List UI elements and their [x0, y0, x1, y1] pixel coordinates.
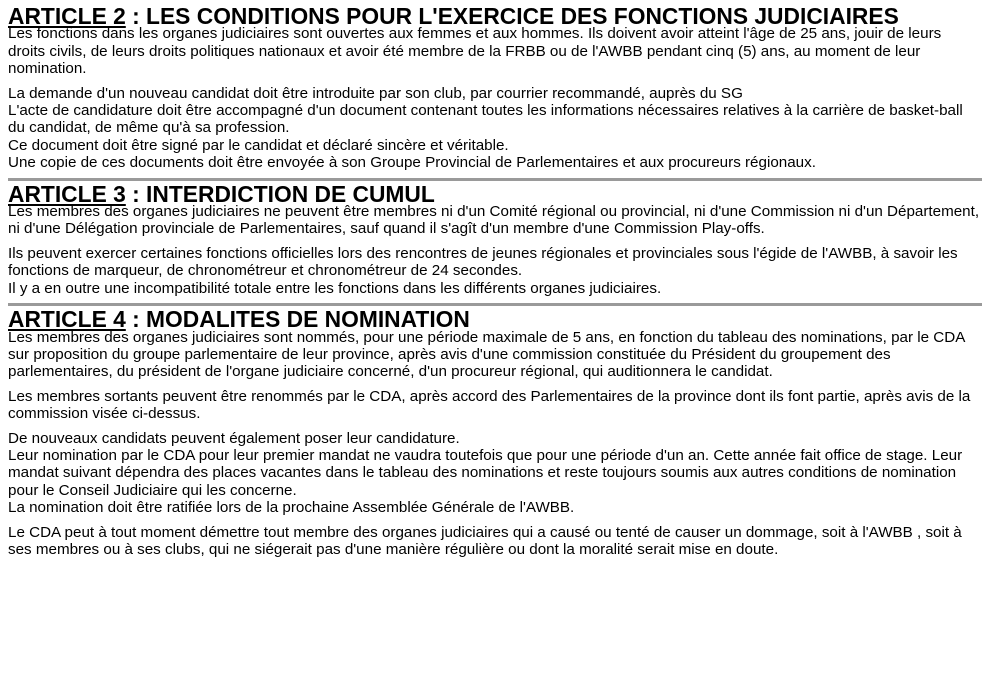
article-number: ARTICLE 3 — [8, 180, 126, 207]
article-heading — [8, 3, 982, 29]
article-heading — [8, 306, 982, 333]
article-number: ARTICLE 4 — [8, 306, 126, 333]
paragraph-block — [8, 245, 982, 297]
article-title: : INTERDICTION DE CUMUL — [125, 180, 435, 207]
article-heading — [8, 180, 982, 207]
paragraph-block — [8, 203, 982, 238]
article-title: : LES CONDITIONS POUR L'EXERCICE DES FONCTIONS JUDICIAIRES — [125, 3, 899, 29]
article-title: : MODALITES DE NOMINATION — [125, 306, 470, 333]
paragraph-block — [8, 524, 982, 559]
paragraph: Les membres des organes judiciaires sont nommés, pour une période maximale de 5 ans, en fonction du tableau des nominations, par le CDA sur proposition du groupe parlementaire de leur province, après avis d'une commission constituée du Président du groupement des parlementaires, du président de l'organe judiciaire concerné, d'un procureur régional, qui auditionnera le candidat. — [8, 328, 965, 381]
paragraph: Ce document doit être signé par le candidat et déclaré sincère et véritable. — [8, 136, 509, 154]
article-2 — [8, 3, 982, 172]
paragraph-block — [8, 329, 982, 381]
paragraph-block — [8, 388, 982, 423]
paragraph: Leur nomination par le CDA pour leur premier mandat ne vaudra toutefois que pour une période d'un an. Cette année fait office de stage. Leur mandat suivant dépendra des places vacantes dans le tableau des nominations et reste toujours soumis aux autres conditions de nomination pour le Conseil Judiciaire qui les concerne. — [8, 446, 963, 499]
article-4 — [8, 306, 982, 558]
paragraph: Une copie de ces documents doit être envoyée à son Groupe Provincial de Parlementaires et aux procureurs régionaux. — [8, 154, 816, 172]
paragraph-block — [8, 430, 982, 517]
paragraph: La demande d'un nouveau candidat doit être introduite par son club, par courrier recommandé, auprès du SG — [8, 84, 743, 102]
paragraph: L'acte de candidature doit être accompagné d'un document contenant toutes les informations nécessaires relatives à la carrière de basket-ball du candidat, de même qu'à sa profession. — [8, 102, 963, 137]
paragraph-block — [8, 85, 982, 172]
paragraph: La nomination doit être ratifiée lors de la prochaine Assemblée Générale de l'AWBB. — [8, 499, 575, 517]
paragraph: Il y a en outre une incompatibilité totale entre les fonctions dans les différents organes judiciaires. — [8, 279, 662, 297]
paragraph: Les membres sortants peuvent être renommés par le CDA, après accord des Parlementaires de la province dont ils font partie, après avis de la commission visée ci-dessus. — [8, 387, 971, 423]
paragraph: De nouveaux candidats peuvent également poser leur candidature. — [8, 429, 460, 447]
article-number: ARTICLE 2 — [8, 3, 126, 29]
article-3 — [8, 180, 982, 297]
paragraph-block — [8, 25, 982, 77]
paragraph: Le CDA peut à tout moment démettre tout membre des organes judiciaires qui a causé ou tenté de causer un dommage, soit à l'AWBB , soit à ses membres ou à ses clubs, qui ne siégerait pas d'une manière régulière ou dont la moralité serait mise en doute. — [8, 523, 962, 558]
paragraph: Les membres des organes judiciaires ne peuvent être membres ni d'un Comité régional ou provincial, ni d'une Commission ni d'un Département, ni d'une Délégation provinciale de Parlementaires, sauf quand il s'agît d'un membre d'une Commission Play-offs. — [8, 203, 980, 238]
paragraph: Ils peuvent exercer certaines fonctions officielles lors des rencontres de jeunes régionales et provinciales sous l'égide de l'AWBB, à savoir les fonctions de marqueur, de chronométreur et chronométreur de 24 secondes. — [8, 244, 958, 280]
paragraph: Les fonctions dans les organes judiciaires sont ouvertes aux femmes et aux hommes. Ils doivent avoir atteint l'âge de 25 ans, jouir de leurs droits civils, de leurs droits politiques nationaux et avoir été membre de la FRBB ou de l'AWBB pendant cinq (5) ans, au moment de leur nomination. — [8, 25, 942, 78]
